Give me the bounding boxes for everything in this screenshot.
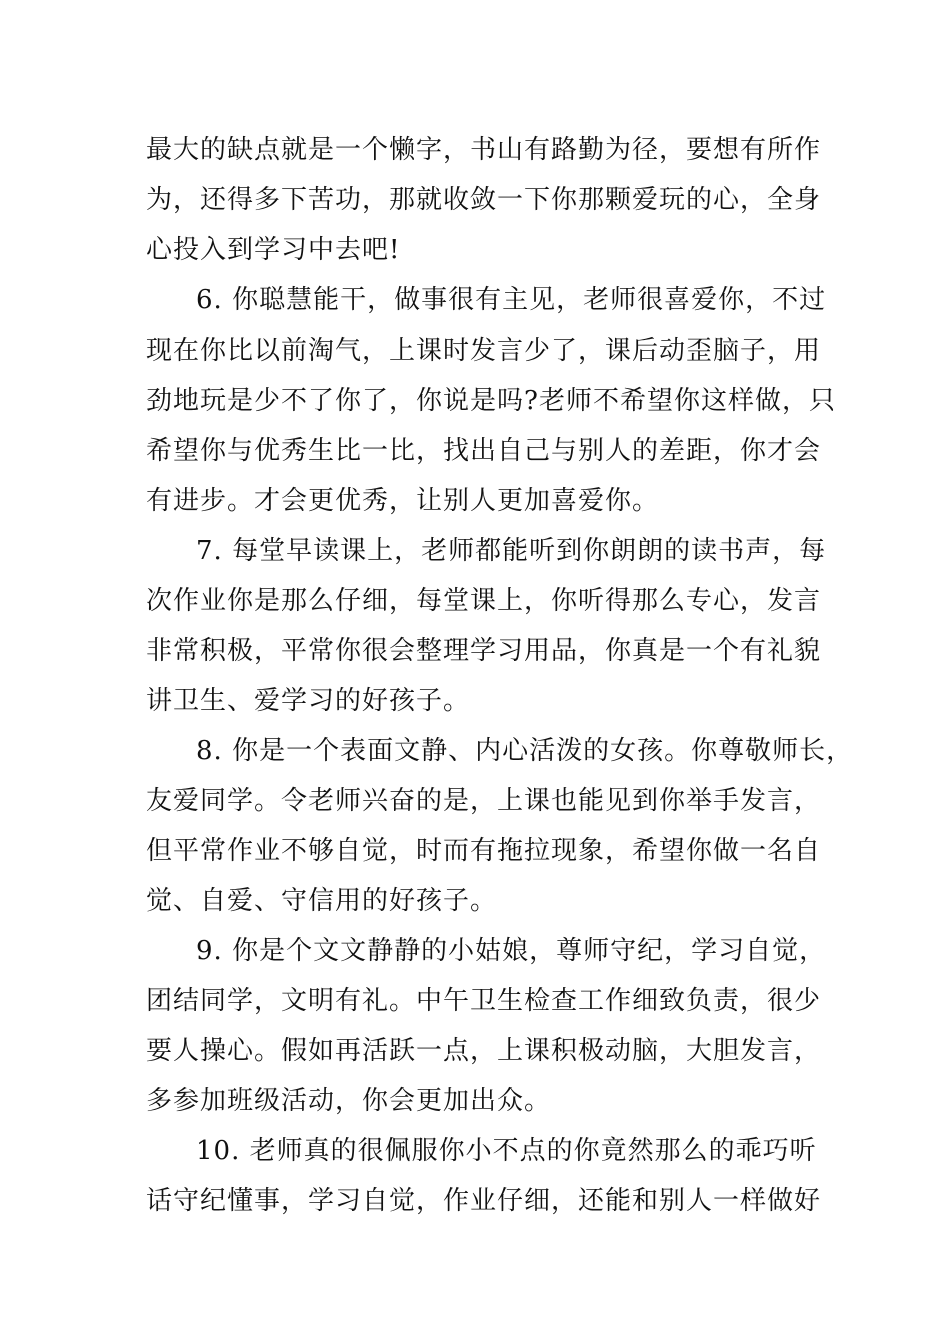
text-line: 为，还得多下苦功，那就收敛一下你那颗爱玩的心，全身 — [146, 185, 822, 215]
text-line: 现在你比以前淘气，上课时发言少了，课后动歪脑子，用 — [146, 336, 822, 366]
text-line: 最大的缺点就是一个懒字，书山有路勤为径，要想有所作 — [146, 135, 822, 165]
text-line: 话守纪懂事，学习自觉，作业仔细，还能和别人一样做好 — [146, 1186, 822, 1216]
paragraph-6-start: 6. 你聪慧能干，做事很有主见，老师很喜爱你，不过 — [196, 285, 827, 315]
text-line: 有进步。才会更优秀，让别人更加喜爱你。 — [146, 486, 660, 516]
text-line: 希望你与优秀生比一比，找出自己与别人的差距，你才会 — [146, 436, 822, 466]
text-line: 讲卫生、爱学习的好孩子。 — [146, 686, 471, 716]
text-line: 劲地玩是少不了你了，你说是吗?老师不希望你这样做，只 — [146, 386, 836, 416]
paragraph-8-start: 8. 你是一个表面文静、内心活泼的女孩。你尊敬师长， — [196, 736, 854, 766]
text-line: 但平常作业不够自觉，时而有拖拉现象，希望你做一名自 — [146, 836, 822, 866]
text-line: 非常积极，平常你很会整理学习用品，你真是一个有礼貌 — [146, 636, 822, 666]
text-line: 觉、自爱、守信用的好孩子。 — [146, 886, 498, 916]
paragraph-9-start: 9. 你是个文文静静的小姑娘，尊师守纪，学习自觉， — [196, 936, 827, 966]
paragraph-7-start: 7. 每堂早读课上，老师都能听到你朗朗的读书声，每 — [196, 536, 827, 566]
paragraph-10-start: 10. 老师真的很佩服你小不点的你竟然那么的乖巧听 — [196, 1136, 817, 1166]
text-line: 要人操心。假如再活跃一点，上课积极动脑，大胆发言， — [146, 1036, 822, 1066]
text-line: 次作业你是那么仔细，每堂课上，你听得那么专心，发言 — [146, 586, 822, 616]
text-line: 多参加班级活动，你会更加出众。 — [146, 1086, 552, 1116]
text-line: 团结同学，文明有礼。中午卫生检查工作细致负责，很少 — [146, 986, 822, 1016]
text-line: 心投入到学习中去吧! — [146, 235, 401, 265]
text-line: 友爱同学。令老师兴奋的是，上课也能见到你举手发言， — [146, 786, 822, 816]
